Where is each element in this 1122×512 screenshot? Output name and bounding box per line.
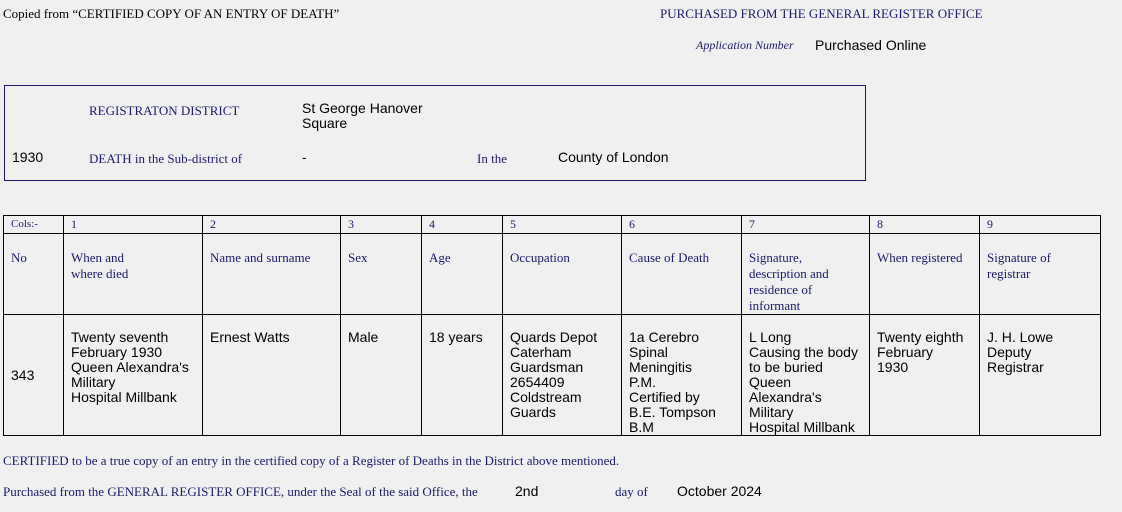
cell-line: Caterham xyxy=(510,344,572,360)
cell-line: Guards xyxy=(510,404,556,420)
header-informant xyxy=(742,234,870,315)
cell-line: description and xyxy=(749,266,829,281)
cell-line: Signature, xyxy=(749,250,803,265)
header-name-surname xyxy=(203,234,341,315)
entry-when-registered xyxy=(870,315,980,436)
header-registrar xyxy=(980,234,1101,315)
cell-line: Certified by xyxy=(629,389,700,405)
application-number-label: Application Number xyxy=(696,38,794,52)
col-number: 3 xyxy=(341,216,422,234)
col-number: 7 xyxy=(742,216,870,234)
cell-line: 1a Cerebro xyxy=(629,329,700,345)
cell-line: Registrar xyxy=(987,359,1044,375)
col-number: 6 xyxy=(622,216,742,234)
entry-informant xyxy=(742,315,870,436)
cell-line: Queen Alexandra's xyxy=(71,359,189,375)
purchased-statement: Purchased from the GENERAL REGISTER OFFICE, under the Seal of the said Office, the xyxy=(3,484,478,499)
cell-line: where died xyxy=(71,266,129,281)
registration-district-label: REGISTRATON DISTRICT xyxy=(89,103,240,118)
entry-sex: Male xyxy=(341,315,422,436)
cell-line: Name and surname xyxy=(210,250,311,265)
col-number: 1 xyxy=(64,216,203,234)
subdistrict-value: - xyxy=(302,149,307,165)
cell-line: 2654409 xyxy=(510,374,565,390)
cell-line: Queen Alexandra's xyxy=(749,374,822,405)
header-when-registered xyxy=(870,234,980,315)
in-the-label: In the xyxy=(477,151,507,166)
column-header-row xyxy=(4,234,1101,315)
cell-line: B.E. Tompson xyxy=(629,404,716,420)
cell-line: 1930 xyxy=(877,359,909,375)
day-value: 2nd xyxy=(515,483,539,499)
cell-line: When and xyxy=(71,250,125,265)
county-value: County of London xyxy=(558,149,669,165)
cell-line: No xyxy=(11,250,27,265)
header-occupation xyxy=(503,234,622,315)
cell-line: Age xyxy=(429,250,451,265)
cell-line: February xyxy=(877,344,934,360)
header-sex xyxy=(341,234,422,315)
cell-line: Hospital Millbank xyxy=(749,419,855,435)
header-no xyxy=(4,234,64,315)
cell-line: residence of xyxy=(749,282,813,297)
entry-no: 343 xyxy=(4,315,64,436)
entry-cause-of-death xyxy=(622,315,742,436)
cell-line: Deputy xyxy=(987,344,1032,360)
subdistrict-label: DEATH in the Sub-district of xyxy=(89,151,243,166)
cell-line: Sex xyxy=(348,250,368,265)
cell-line: Signature of xyxy=(987,250,1051,265)
table-row xyxy=(4,315,1101,436)
cell-line: Military xyxy=(71,374,116,390)
cell-line: registrar xyxy=(987,266,1031,281)
col-number: 9 xyxy=(980,216,1101,234)
cell-line: Military xyxy=(749,404,794,420)
entry-occupation xyxy=(503,315,622,436)
day-of-label: day of xyxy=(615,484,648,499)
entry-name: Ernest Watts xyxy=(203,315,341,436)
cell-line: Quards Depot xyxy=(510,329,598,345)
cell-line: L Long xyxy=(749,329,792,345)
cell-line: to be buried xyxy=(749,359,823,375)
cell-line: J. H. Lowe xyxy=(987,329,1054,345)
application-number-value: Purchased Online xyxy=(815,37,927,53)
entry-registrar xyxy=(980,315,1101,436)
cell-line: informant xyxy=(749,298,801,313)
header-cause-of-death xyxy=(622,234,742,315)
registration-district-value xyxy=(302,101,423,131)
registration-year: 1930 xyxy=(12,149,44,165)
registration-district-line: Square xyxy=(302,115,348,131)
cell-line: When registered xyxy=(877,250,963,265)
cell-line: Occupation xyxy=(510,250,570,265)
header-age xyxy=(422,234,503,315)
cell-line: Twenty eighth xyxy=(877,329,964,345)
copied-from-text: Copied from “CERTIFIED COPY OF AN ENTRY OF DEATH” xyxy=(3,6,340,21)
cell-line: Coldstream xyxy=(510,389,582,405)
registration-district-line: St George Hanover xyxy=(302,100,423,116)
col-number: 5 xyxy=(503,216,622,234)
certified-statement: CERTIFIED to be a true copy of an entry in the certified copy of a Register of Deaths in the District above mentioned. xyxy=(3,453,620,468)
cell-line: Hospital Millbank xyxy=(71,389,177,405)
cell-line: Cause of Death xyxy=(629,250,710,265)
column-number-row xyxy=(4,216,1101,234)
cell-line: Twenty seventh xyxy=(71,329,169,345)
cell-line: Causing the body xyxy=(749,344,858,360)
purchased-from-heading: PURCHASED FROM THE GENERAL REGISTER OFFICE xyxy=(660,6,983,21)
entry-when-where-died xyxy=(64,315,203,436)
cols-label: Cols:- xyxy=(4,216,64,234)
entry-age: 18 years xyxy=(422,315,503,436)
header-when-where-died xyxy=(64,234,203,315)
col-number: 2 xyxy=(203,216,341,234)
month-year-value: October 2024 xyxy=(677,483,762,499)
cell-line: Guardsman xyxy=(510,359,584,375)
cell-line: Spinal Meningitis xyxy=(629,344,693,375)
cell-line: P.M. xyxy=(629,374,656,390)
cell-line: February 1930 xyxy=(71,344,163,360)
cell-line: B.M xyxy=(629,419,654,435)
col-number: 4 xyxy=(422,216,503,234)
col-number: 8 xyxy=(870,216,980,234)
death-entry-table xyxy=(3,215,1101,436)
